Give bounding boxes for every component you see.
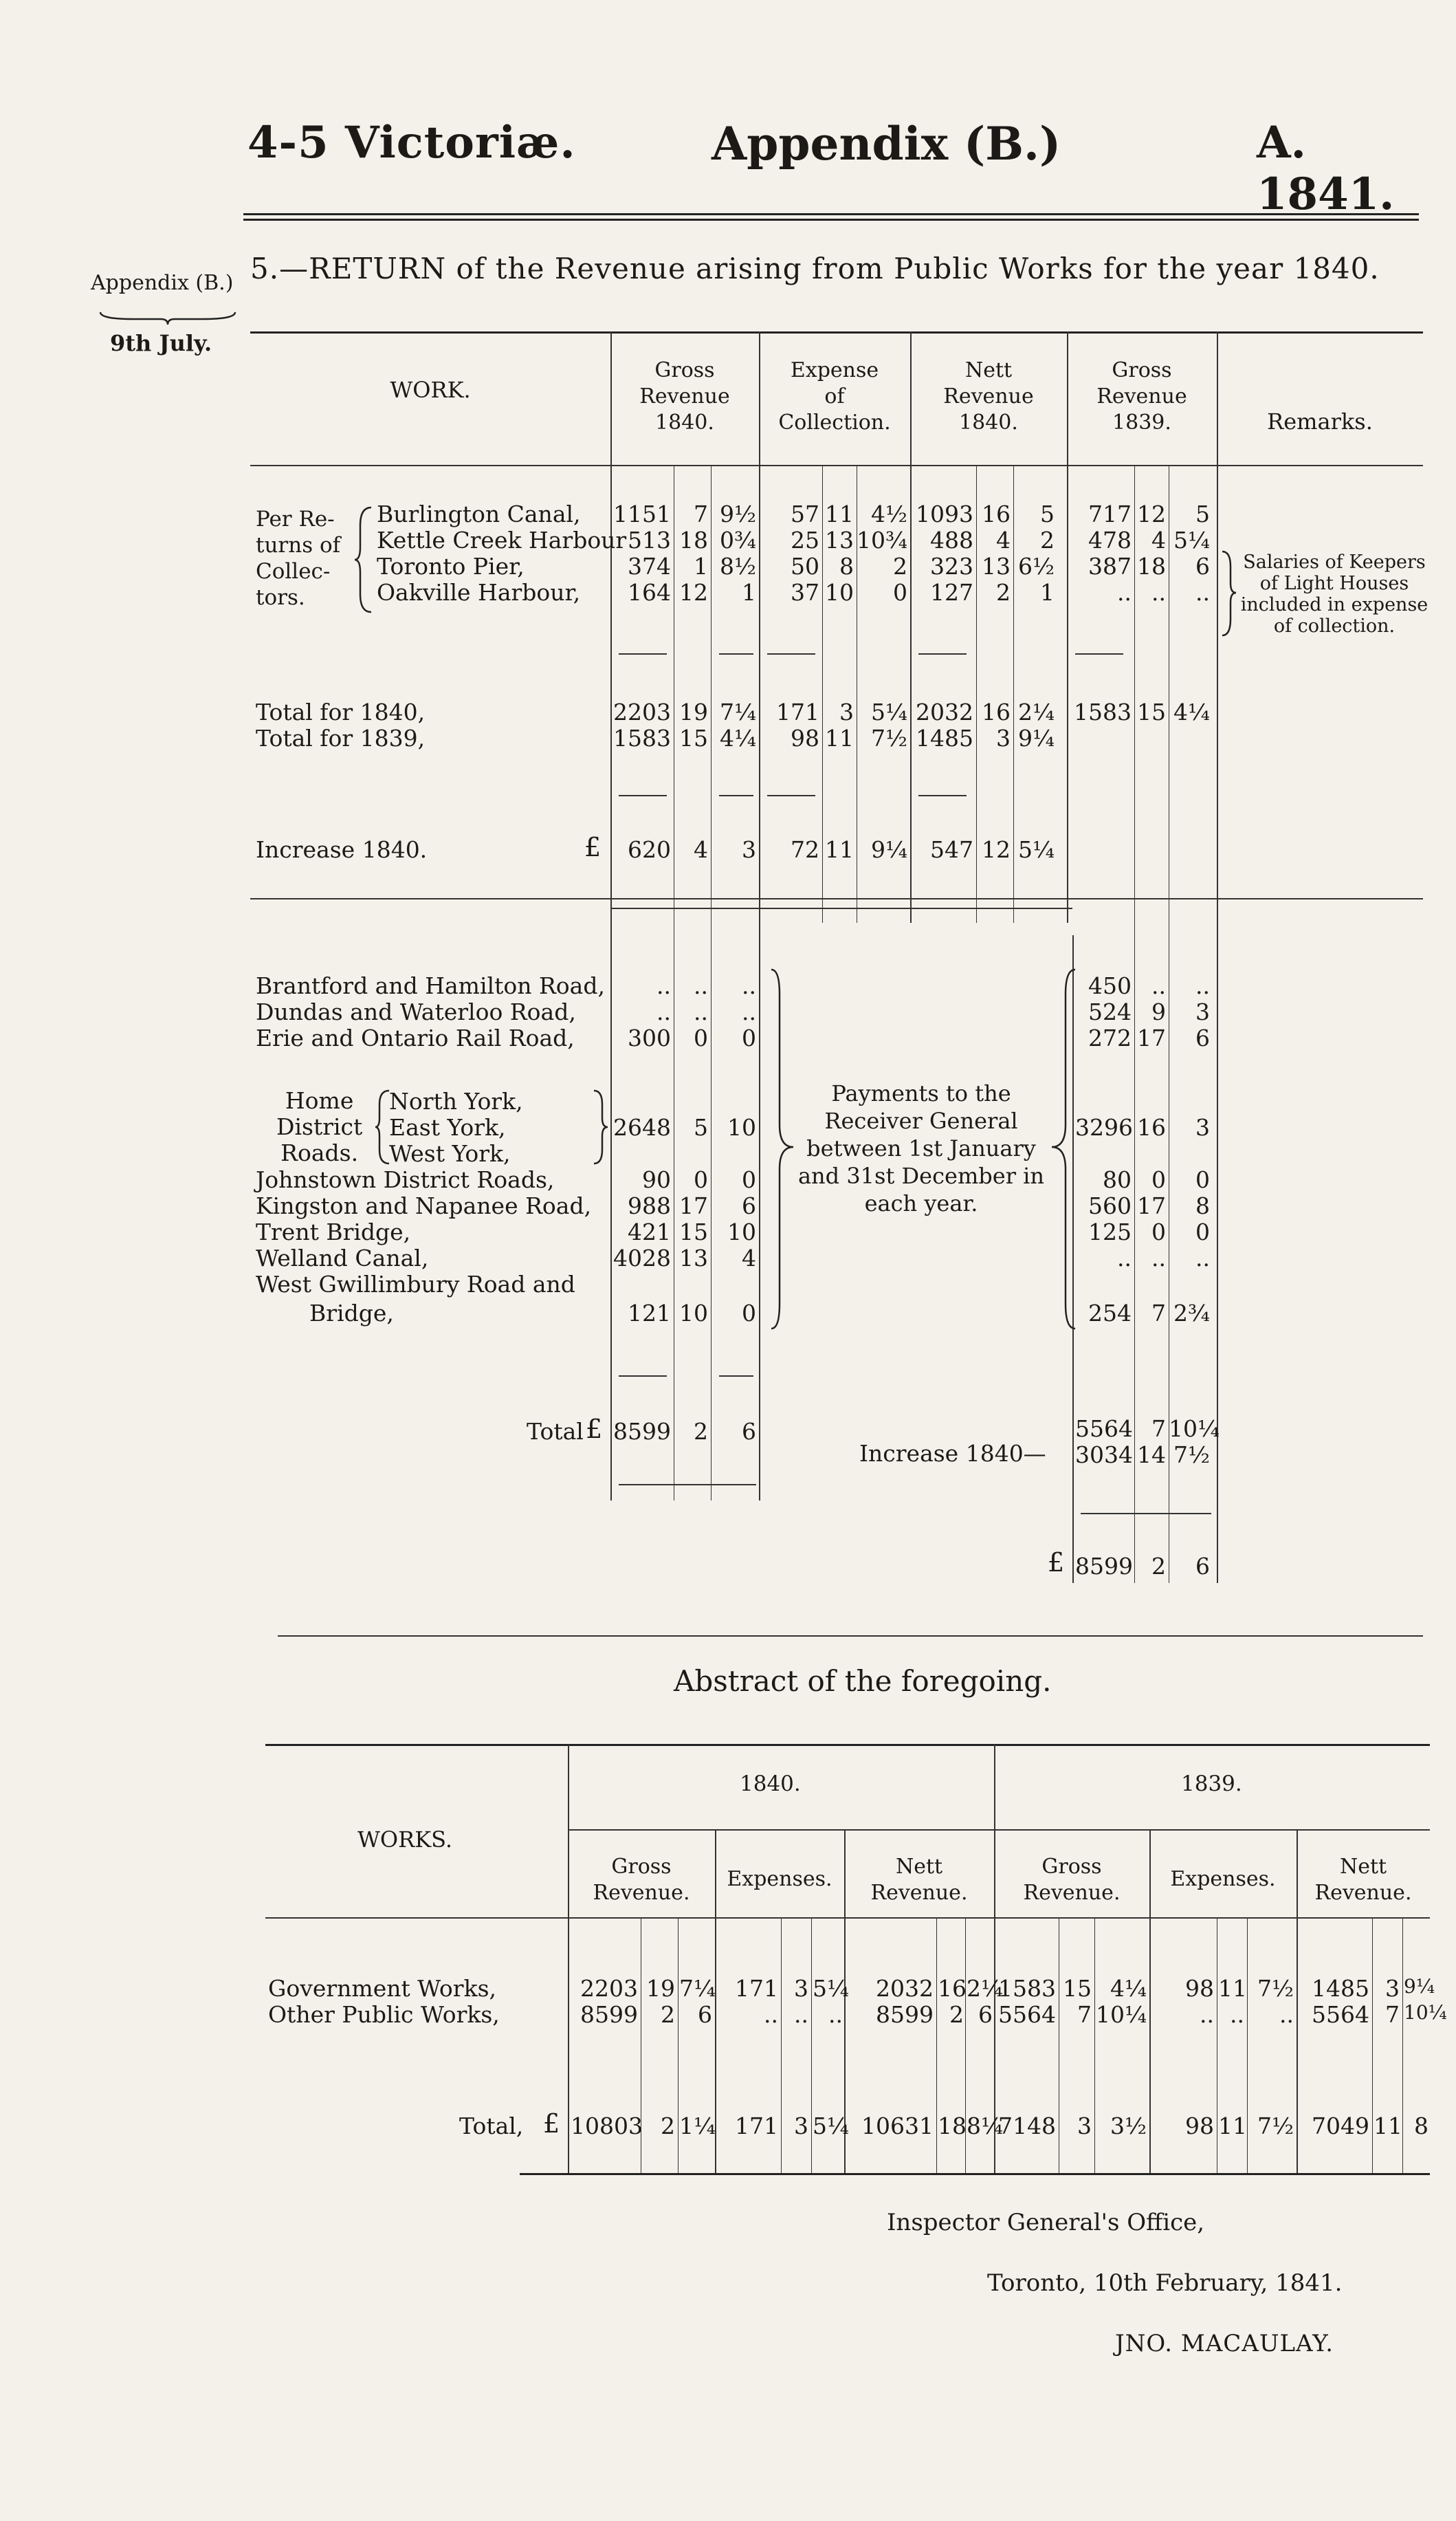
value: 5 [694,1114,708,1141]
value: .. [657,998,671,1025]
value: 3 [1077,2113,1092,2139]
col-line [568,1744,569,2173]
work-name: Oakville Harbour, [377,579,581,606]
value: 1583 [613,725,671,752]
sum-rule [619,795,667,796]
home-district-label: Home District Roads. [276,1087,363,1166]
value: 10 [825,579,854,606]
value: 3 [1385,1975,1400,2002]
running-head-left: 4-5 Victoriæ. [247,117,576,168]
place-date-line: Toronto, 10th February, 1841. [987,2269,1343,2297]
sum-rule [1081,1513,1211,1514]
value: 14 [1137,1441,1166,1468]
abstract-total-label: Total, [459,2113,524,2139]
value: 13 [825,527,854,554]
value: 1¼ [679,2113,716,2139]
value: 10803 [571,2113,643,2139]
value: 10¾ [857,527,907,554]
value: 8599 [876,2001,934,2028]
sub-header-gross-1840: Gross Revenue. [593,1855,690,1905]
sub-header-expenses-1840: Expenses. [727,1867,832,1891]
payments-right-brace [1048,967,1078,1331]
value: 3 [839,699,854,725]
value: 25 [791,527,819,554]
pound-sign: £ [584,832,602,862]
value: 0 [694,1166,708,1193]
value: 7 [1151,1300,1166,1327]
value: 2 [1040,527,1055,554]
work-name: Trent Bridge, [256,1219,411,1245]
value: 9¼ [1404,1975,1435,1998]
sum-rule [918,653,967,655]
value: 4028 [613,1245,671,1272]
value: .. [828,2001,843,2028]
sum-rule [719,795,753,796]
value: 11 [825,501,854,527]
value: 6½ [1018,553,1055,580]
value: 1093 [916,501,973,527]
value: 8 [839,553,854,580]
works-header: WORKS. [357,1826,453,1853]
sub-header-nett-1840: Nett Revenue. [870,1855,968,1905]
work-name: Brantford and Hamilton Road, [256,972,605,999]
value: 2¼ [1018,699,1055,725]
remarks-note: Salaries of Keepers of Light Houses included in expense of collection. [1240,552,1429,637]
header-remarks: Remarks. [1267,408,1373,435]
work-name: Kingston and Napanee Road, [256,1192,592,1219]
value: 1485 [1312,1975,1369,2002]
value: 8 [1414,2113,1429,2139]
table1-header-rule [250,465,1423,466]
margin-brace [99,311,236,326]
value: 4 [996,527,1011,554]
value: 3 [996,725,1011,752]
value: .. [1279,2001,1294,2028]
header-rule [243,213,1419,215]
value: 11 [825,725,854,752]
value: 2 [1151,1553,1166,1580]
value: 3 [742,836,756,863]
value: 72 [791,836,819,863]
value: 8¼ [967,2113,1003,2139]
value: 6 [742,1418,756,1445]
value: 15 [679,725,708,752]
sum-rule [619,1375,667,1377]
running-head-center: Appendix (B.) [712,117,1061,171]
value: 5 [1040,501,1055,527]
value: 2 [694,1418,708,1445]
value: .. [694,998,708,1025]
value: 3 [794,1975,808,2002]
value: 0 [1195,1219,1210,1245]
value: .. [742,998,756,1025]
value: 1 [694,553,708,580]
home-item: West York, [389,1140,511,1167]
value: 488 [930,527,973,554]
value: 171 [735,2113,778,2139]
sub-header-expenses-1839: Expenses. [1170,1867,1276,1891]
work-name: Burlington Canal, [377,501,581,527]
year-1840: 1840. [740,1771,801,1796]
value: .. [1151,579,1166,606]
value: 121 [628,1300,671,1327]
value: 12 [982,836,1011,863]
value: 4¼ [1173,699,1210,725]
value: .. [1117,1245,1132,1272]
sum-rule [767,795,815,796]
value: 17 [679,1192,708,1219]
value: 5¼ [1173,527,1210,554]
header-expense: Expense of Collection. [778,358,891,435]
value: 1583 [998,1975,1056,2002]
value: 1583 [1074,699,1132,725]
value: 2032 [916,699,973,725]
value: 57 [791,501,819,527]
value: 15 [1063,1975,1092,2002]
value: 90 [642,1166,671,1193]
value: 12 [1137,501,1166,527]
value: 450 [1088,972,1132,999]
work-name: Dundas and Waterloo Road, [256,998,576,1025]
value: 15 [679,1219,708,1245]
payments-note: Payments to the Receiver General between 1st January and 31st December in each year. [797,1080,1045,1216]
pound-sign: £ [1048,1547,1065,1578]
value: 6 [1195,1553,1210,1580]
abstract-bottom-rule [520,2173,1430,2175]
value: 620 [628,836,671,863]
value: 2648 [613,1114,671,1141]
value: .. [1200,2001,1214,2028]
value: 13 [982,553,1011,580]
value: 0 [742,1166,756,1193]
value: 4¼ [720,725,756,752]
value: .. [1195,1245,1210,1272]
work-name: Toronto Pier, [377,553,525,580]
abstract-row-name: Government Works, [268,1975,496,2002]
value: 11 [1374,2113,1402,2139]
value: 5¼ [813,1975,849,2002]
value: 11 [825,836,854,863]
value: 3296 [1075,1114,1133,1141]
value: 18 [679,527,708,554]
value: 4 [1151,527,1166,554]
value: 8599 [580,2001,638,2028]
pound-sign: £ [543,2108,560,2139]
value: 387 [1088,553,1132,580]
home-right-brace [593,1088,609,1166]
value: 0 [893,579,907,606]
value: 0 [1151,1219,1166,1245]
value: 478 [1088,527,1132,554]
col-line [994,1744,995,2173]
total-1840-label: Total for 1840, [256,699,426,725]
value: 5564 [1075,1415,1133,1442]
value: .. [794,2001,808,2028]
value: 0 [694,1025,708,1051]
sub-header-gross-1839: Gross Revenue. [1023,1855,1121,1905]
sub-col-line [1402,1917,1403,2173]
value: 10 [727,1219,756,1245]
value: 7¼ [679,1975,716,2002]
running-head-right: A. 1841. [1257,117,1395,220]
value: 6 [742,1192,756,1219]
value: 8 [1195,1192,1210,1219]
abstract-header-rule [265,1917,1430,1919]
value: 5564 [1312,2001,1369,2028]
abstract-title: Abstract of the foregoing. [674,1664,1052,1698]
value: 513 [628,527,671,554]
value: 19 [679,699,708,725]
value: .. [1151,1245,1166,1272]
home-item: North York, [389,1088,523,1115]
value: 3 [1195,1114,1210,1141]
header-rule-double [243,219,1419,221]
value: 1 [742,579,756,606]
work-name: Bridge, [309,1300,394,1327]
value: 2 [661,2001,675,2028]
value: 13 [679,1245,708,1272]
value: 5¼ [871,699,907,725]
value: 300 [628,1025,671,1051]
value: 18 [938,2113,967,2139]
value: 6 [698,2001,712,2028]
value: 171 [735,1975,778,2002]
value: 1151 [613,501,671,527]
sub-col-line [678,1917,679,2173]
value: .. [1195,972,1210,999]
value: 16 [982,501,1011,527]
value: 6 [1195,553,1210,580]
value: 547 [930,836,973,863]
sub-col-line [936,1917,937,2173]
value: 2 [949,2001,964,2028]
value: 10¼ [1096,2001,1147,2028]
pound-sign: £ [586,1414,603,1444]
value: .. [1151,972,1166,999]
value: 0 [742,1300,756,1327]
sum-rule [719,653,753,655]
total-other-label: Total [527,1418,584,1445]
value: 10¼ [1404,2001,1447,2024]
value: 2203 [580,1975,638,2002]
value: 524 [1088,998,1132,1025]
value: 1 [1040,579,1055,606]
value: 2¾ [1173,1300,1210,1327]
value: 98 [791,725,819,752]
value: 0¾ [720,527,756,554]
signature-name: JNO. MACAULAY. [1115,2330,1334,2357]
value: 10 [727,1114,756,1141]
sub-col-line [1094,1917,1095,2173]
value: 98 [1185,1975,1214,2002]
sum-rule [719,1375,753,1377]
value: 9¼ [871,836,907,863]
value: 18 [1137,553,1166,580]
value: 2 [893,553,907,580]
value: 421 [628,1219,671,1245]
value: .. [657,972,671,999]
sub-col-line [1247,1917,1248,2173]
value: 16 [938,1975,967,2002]
value: .. [1195,579,1210,606]
value: .. [694,972,708,999]
value: 7 [1151,1415,1166,1442]
value: 11 [1218,1975,1247,2002]
value: 7¼ [720,699,756,725]
value: 5 [1195,501,1210,527]
value: 374 [628,553,671,580]
value: 4 [742,1245,756,1272]
section-rule [250,898,1423,899]
year-rule [568,1829,1430,1831]
value: 19 [646,1975,675,2002]
value: 9½ [720,501,756,527]
value: 2032 [876,1975,934,2002]
value: 6 [1195,1025,1210,1051]
value: 1485 [916,725,973,752]
value: 10 [679,1300,708,1327]
value: .. [742,972,756,999]
total-1839-label: Total for 1839, [256,725,426,752]
value: 7 [1385,2001,1400,2028]
value: 9¼ [1018,725,1055,752]
value: 3½ [1110,2113,1147,2139]
value: .. [1117,579,1132,606]
value: 2¼ [967,1975,1003,2002]
value: .. [1230,2001,1244,2028]
sub-header-nett-1839: Nett Revenue. [1314,1855,1412,1905]
home-item: East York, [389,1114,506,1141]
value: 17 [1137,1192,1166,1219]
sum-rule [918,795,967,796]
margin-date: 9th July. [110,330,212,356]
value: 8599 [613,1418,671,1445]
value: 164 [628,579,671,606]
value: 125 [1088,1219,1132,1245]
value: 2 [661,2113,675,2139]
work-name: West Gwillimbury Road and [256,1271,575,1298]
value: 5¼ [813,2113,849,2139]
value: 37 [791,579,819,606]
value: 8599 [1075,1553,1133,1580]
value: 7½ [1257,1975,1294,2002]
value: 560 [1088,1192,1132,1219]
table1-top-rule [250,331,1423,334]
value: 3034 [1075,1441,1133,1468]
value: 17 [1137,1025,1166,1051]
group-label-per-returns: Per Re- turns of Collec- tors. [256,507,341,610]
value: 2 [996,579,1011,606]
value: 16 [982,699,1011,725]
value: 127 [930,579,973,606]
margin-appendix-note: Appendix (B.) [91,271,234,295]
value: 9 [1151,998,1166,1025]
header-gross-1840: Gross Revenue 1840. [639,358,730,435]
abstract-top-rule [265,1744,1430,1746]
sum-rule [1075,653,1123,655]
value: 98 [1185,2113,1214,2139]
value: 16 [1137,1114,1166,1141]
value: 7 [1077,2001,1092,2028]
value: 0 [1151,1166,1166,1193]
value: 4¼ [1110,1975,1147,2002]
value: 15 [1137,699,1166,725]
value: .. [764,2001,778,2028]
work-name: Welland Canal, [256,1245,429,1272]
office-line: Inspector General's Office, [887,2209,1205,2236]
value: 12 [679,579,708,606]
sum-rule [619,653,667,655]
value: 4 [694,836,708,863]
work-name: Kettle Creek Harbour [377,527,627,554]
value: 7 [694,501,708,527]
section-rule [278,1635,1423,1637]
value: 988 [628,1192,671,1219]
value: 3 [1195,998,1210,1025]
col-line [1217,331,1218,1583]
value: 7049 [1312,2113,1369,2139]
value: 0 [1195,1166,1210,1193]
value: 7½ [1173,1441,1210,1468]
sub-col-line [811,1917,812,2173]
return-title: 5.—RETURN of the Revenue arising from Public Works for the year 1840. [250,252,1380,285]
value: 0 [742,1025,756,1051]
header-work: WORK. [390,377,471,403]
home-left-brace [374,1088,390,1166]
abstract-row-name: Other Public Works, [268,2001,500,2028]
work-name: Erie and Ontario Rail Road, [256,1025,575,1051]
year-1839: 1839. [1181,1771,1242,1796]
header-gross-1839: Gross Revenue 1839. [1096,358,1187,435]
value: 171 [776,699,819,725]
sub-col-line [781,1917,782,2173]
value: 7½ [1257,2113,1294,2139]
section-rule-2 [610,908,1072,909]
value: 717 [1088,501,1132,527]
sum-rule [767,653,815,655]
increase-other-label: Increase 1840— [859,1440,1046,1467]
work-name: Johnstown District Roads, [256,1166,555,1193]
sub-col-line [1372,1917,1373,2173]
value: 7148 [998,2113,1056,2139]
value: 2203 [613,699,671,725]
value: 10631 [861,2113,934,2139]
value: 50 [791,553,819,580]
value: 11 [1218,2113,1247,2139]
increase-label: Increase 1840. [256,836,428,863]
sum-rule [619,1484,756,1485]
value: 7½ [871,725,907,752]
value: 254 [1088,1300,1132,1327]
value: 5564 [998,2001,1056,2028]
collector-brace [353,505,374,615]
value: 6 [978,2001,993,2028]
value: 8½ [720,553,756,580]
value: 5¼ [1018,836,1055,863]
value: 3 [794,2113,808,2139]
value: 272 [1088,1025,1132,1051]
header-nett-1840: Nett Revenue 1840. [943,358,1034,435]
value: 4½ [871,501,907,527]
value: 323 [930,553,973,580]
value: 80 [1103,1166,1132,1193]
value: 10¼ [1169,1415,1220,1442]
